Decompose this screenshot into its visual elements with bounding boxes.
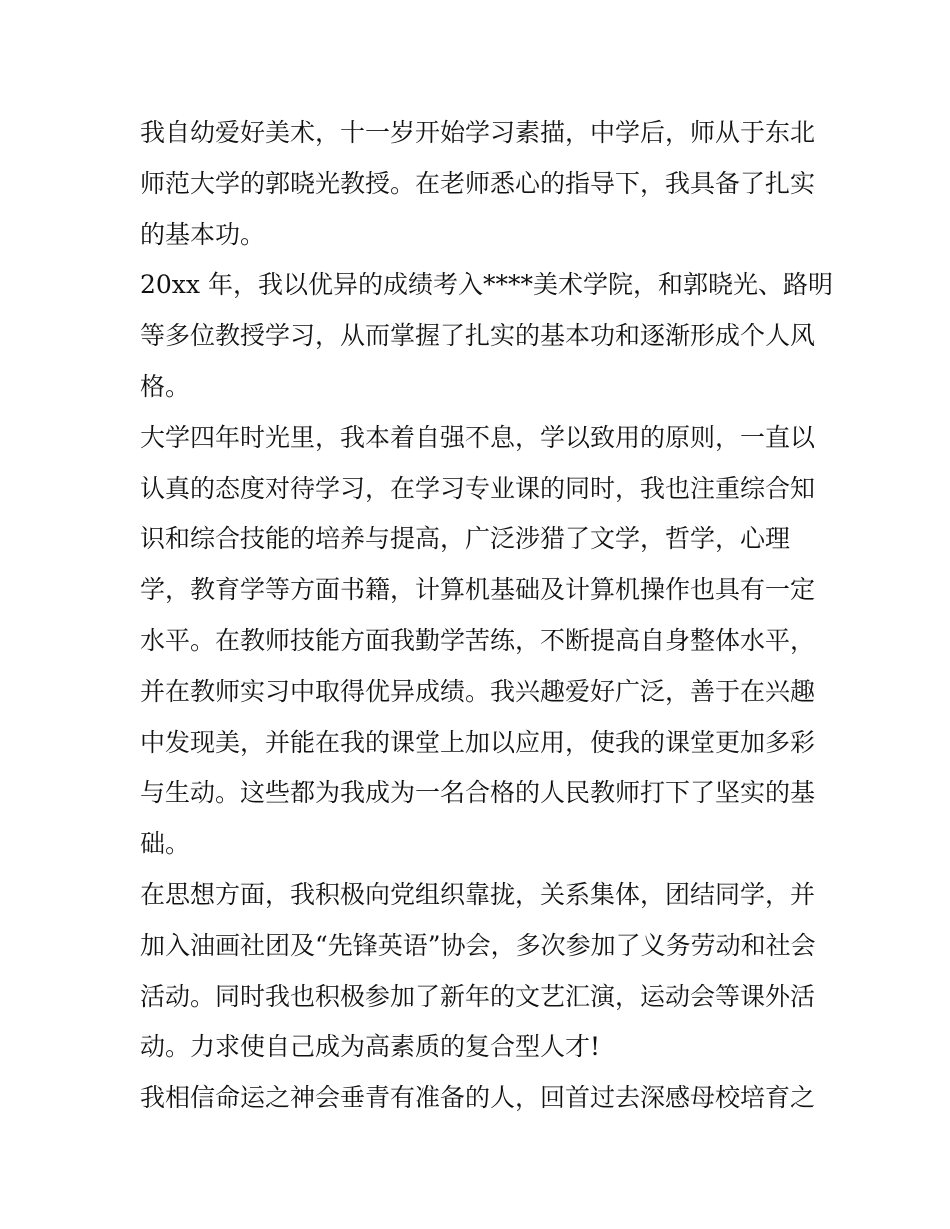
text-line: 础。: [140, 829, 191, 859]
text-line: 学，教育学等方面书籍，计算机基础及计算机操作也具有一定: [140, 575, 816, 605]
document-body: [140, 108, 833, 1124]
text-line: 师范大学的郭晓光教授。在老师悉心的指导下，我具备了扎实: [140, 168, 816, 198]
text-line: 的基本功。: [140, 219, 266, 249]
paragraph-conclusion: [140, 1073, 820, 1124]
text-line: 活动。同时我也积极参加了新年的文艺汇演，运动会等课外活: [140, 981, 816, 1011]
text-line: 并在教师实习中取得优异成绩。我兴趣爱好广泛，善于在兴趣: [140, 676, 816, 706]
text-line: 识和综合技能的培养与提高，广泛涉猎了文学，哲学，心理: [140, 524, 791, 554]
text-line: 格。: [140, 371, 191, 401]
text-line: 我自幼爱好美术，十一岁开始学习素描，中学后，师从于东北: [140, 118, 816, 147]
paragraph-ideology-activities: [140, 870, 820, 1073]
paragraph-university-years: [140, 413, 820, 870]
text-line: 20xx 年，我以优异的成绩考入****美术学院，和郭晓光、路明: [140, 270, 833, 300]
paragraph-art-background: [140, 108, 820, 260]
text-line: 在思想方面，我积极向党组织靠拢，关系集体，团结同学，并: [140, 879, 816, 909]
text-line: 动。力求使自己成为高素质的复合型人才!: [140, 1032, 601, 1062]
text-line: 加入油画社团及“先锋英语”协会，多次参加了义务劳动和社会: [140, 930, 816, 960]
text-line: 认真的态度对待学习，在学习专业课的同时，我也注重综合知: [140, 473, 816, 503]
text-line: 中发现美，并能在我的课堂上加以应用，使我的课堂更加多彩: [140, 727, 816, 757]
text-line: 我相信命运之神会垂青有准备的人，回首过去深感母校培育之: [140, 1083, 816, 1113]
paragraph-university-admission: [140, 260, 833, 412]
text-line: 等多位教授学习，从而掌握了扎实的基本功和逐渐形成个人风: [140, 321, 816, 351]
text-line: 大学四年时光里，我本着自强不息，学以致用的原则，一直以: [140, 422, 816, 452]
text-line: 与生动。这些都为我成为一名合格的人民教师打下了坚实的基: [140, 778, 816, 808]
text-line: 水平。在教师技能方面我勤学苦练，不断提高自身整体水平，: [140, 625, 816, 655]
